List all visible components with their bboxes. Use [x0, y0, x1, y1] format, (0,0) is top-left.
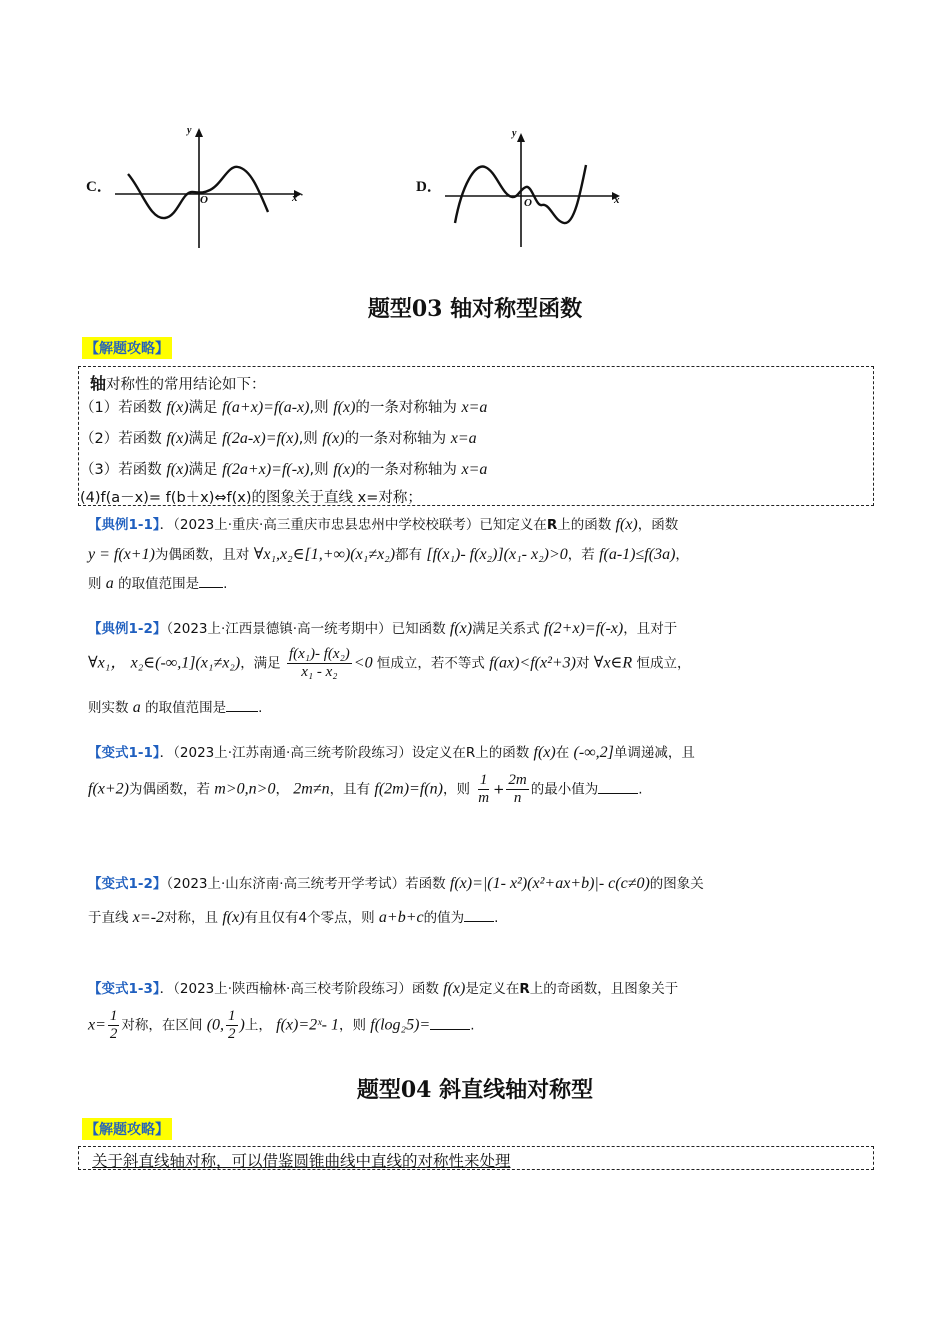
- v11-l2e: 2m≠n: [293, 780, 330, 798]
- v13-fn2: 1: [228, 1008, 236, 1024]
- graph-d-y-label: y: [512, 128, 517, 139]
- v12-a: 的图象关: [649, 876, 704, 892]
- graph-c-trailing: ．: [300, 184, 313, 198]
- p11-fx: f(x): [615, 516, 638, 533]
- v13-fx: f(x): [443, 980, 466, 997]
- v11-answer-blank: [598, 792, 638, 794]
- v12-l2c: 对称，且: [164, 910, 219, 926]
- p12-b: ，且对于: [623, 621, 678, 637]
- graph-d-plot: [440, 125, 630, 250]
- rule-3-satisfy: 满足: [188, 462, 218, 478]
- p12-rel: f(2+x)=f(-x): [543, 620, 624, 637]
- v11-R: R: [465, 745, 476, 761]
- v11-frac2: [506, 772, 528, 807]
- v13-line2: [88, 1008, 475, 1043]
- v13-fn: 1: [109, 1008, 118, 1024]
- v11-l2h: ，则: [442, 781, 470, 798]
- v11-l2a: f(x+2): [88, 780, 129, 798]
- v11-fx: f(x): [533, 744, 556, 761]
- graph-c: [80, 120, 320, 255]
- p12-l3d: .: [258, 700, 263, 716]
- p11-l2e: [f(x₁)- f(x₂)](x₁- x₂)>0: [426, 546, 568, 563]
- v12-expr: f(x)=|(1- x²)(x²+ax+b)|- c(c≠0): [449, 875, 650, 892]
- rule-2: [80, 427, 477, 448]
- v13-l2a: x=: [88, 1016, 106, 1034]
- p11-l3a: 则: [88, 576, 102, 592]
- v12-line1: [88, 872, 704, 893]
- v13-fd2: 2: [228, 1026, 236, 1042]
- rule-1-prefix: （1）若函数: [80, 400, 162, 416]
- rule-2-axis: x=a: [450, 430, 477, 447]
- p12-l2f: f(ax)<f(x²+3): [489, 654, 576, 672]
- v11-plus: +: [493, 781, 505, 798]
- graph-d-label: D．: [416, 179, 442, 195]
- p12-a: 满足关系式: [472, 621, 540, 637]
- p12-l3a: 则实数: [88, 700, 129, 716]
- v13-frac2: [226, 1008, 238, 1043]
- v11-f1n: 1: [479, 772, 488, 788]
- rule-2-fx2: f(x): [322, 430, 345, 447]
- v11-l2j: .: [638, 781, 643, 798]
- p11-l2f: ，若: [567, 547, 595, 563]
- v11-interval: (-∞,2]: [573, 744, 614, 761]
- v13-b: 上的奇函数，且图象关于: [529, 981, 679, 997]
- v11-l2g: f(2m)=f(n): [374, 780, 443, 798]
- p11-b: ，函数: [637, 517, 679, 533]
- v13-l2d: f(x)=2ˣ- 1: [276, 1016, 339, 1034]
- p12-l2h: ∀x∈R: [593, 654, 633, 672]
- v11-f2n: 2m: [508, 772, 527, 788]
- p11-l2g: f(a-1)≤f(3a): [599, 546, 676, 563]
- v13-source: ．（2023上·陕西榆林·高三校考阶段练习）函数: [159, 981, 439, 997]
- v11-b: 在: [555, 745, 570, 761]
- p12-l2i: 恒成立，: [636, 655, 691, 672]
- rule-3-condition: f(2a+x)=f(-x): [222, 461, 310, 478]
- v12-line2: [88, 906, 498, 927]
- section-03-title: 题型03 轴对称型函数: [367, 296, 583, 322]
- graph-d: [410, 125, 650, 255]
- p12-l2g: 对: [575, 655, 590, 672]
- v12-l2f: 的值为: [423, 910, 465, 926]
- v11-label: 【变式1-1】: [88, 745, 160, 761]
- rule-1: [80, 396, 487, 417]
- section-03-tag: 【解题攻略】: [82, 337, 172, 359]
- graph-c-label: C．: [86, 179, 112, 195]
- v11-l2d: ，: [275, 781, 289, 798]
- v12-fx: f(x): [222, 909, 245, 926]
- rule-3: [80, 458, 487, 479]
- p12-l2e: 恒成立，若不等式: [376, 655, 485, 672]
- v11-frac1: [476, 772, 491, 807]
- p11-l2h: ，: [675, 547, 689, 563]
- rule-1-condition: f(a+x)=f(a-x): [222, 399, 310, 416]
- p11-source: ．（2023上·重庆·高三重庆市忠县忠州中学校校联考）已知定义在: [159, 517, 547, 533]
- v13-l2b: 对称，在区间: [121, 1017, 203, 1034]
- v13-R: R: [519, 981, 530, 997]
- p11-answer-blank: [199, 586, 223, 588]
- v12-label: 【变式1-2】: [88, 876, 167, 892]
- p12-l2b: x₂∈(-∞,1](x₁≠x₂): [130, 654, 241, 672]
- v12-source: （2023上·山东济南·高三统考开学考试）若函数: [166, 876, 446, 892]
- p12-l2c: ，满足: [240, 655, 281, 672]
- p11-l2c: ∀x₁,x₂∈[1,+∞)(x₁≠x₂): [253, 546, 396, 563]
- graph-d-x-label: x: [614, 194, 620, 206]
- section-04-title: 题型04 斜直线轴对称型: [356, 1077, 594, 1103]
- rule-1-then: ,则: [309, 400, 329, 416]
- p12-line1: [88, 617, 677, 638]
- rule-3-prefix: （3）若函数: [80, 462, 162, 478]
- v12-answer-blank: [464, 920, 494, 922]
- v11-l2f: ，且有: [329, 781, 371, 798]
- rule-2-satisfy: 满足: [188, 431, 218, 447]
- v11-line1: [88, 741, 695, 762]
- p12-fx: f(x): [449, 620, 473, 637]
- rule-2-condition: f(2a-x)=f(x): [222, 430, 299, 447]
- p11-l2b: 为偶函数，且对: [154, 547, 250, 563]
- v13-frac: [108, 1008, 120, 1043]
- p11-line1: [88, 513, 678, 534]
- rule-3-axis: x=a: [461, 461, 488, 478]
- rule-3-then: ,则: [309, 462, 329, 478]
- rule-2-then: ,则: [298, 431, 318, 447]
- v11-line2: [88, 772, 643, 807]
- section-04-tag: 【解题攻略】: [82, 1118, 172, 1140]
- rule-1-suffix: 的一条对称轴为: [355, 400, 457, 416]
- v13-label: 【变式1-3】: [88, 981, 160, 997]
- v13-int-b: ): [239, 1016, 245, 1034]
- v11-l2i: 的最小值为: [530, 781, 599, 798]
- rule-intro-first: 轴: [90, 374, 107, 393]
- v13-fd: 2: [109, 1026, 118, 1042]
- p11-l3c: 的取值范围是: [118, 576, 200, 592]
- rule-2-prefix: （2）若函数: [80, 431, 162, 447]
- graph-c-origin: O: [200, 194, 208, 206]
- rule-2-fx: f(x): [166, 430, 189, 447]
- v13-l2g: .: [470, 1017, 475, 1034]
- p12-line3: [88, 696, 262, 717]
- v13-a: 是定义在: [465, 981, 520, 997]
- p12-l3b: a: [132, 699, 141, 716]
- p11-l3b: a: [105, 575, 114, 592]
- p11-a: 上的函数: [557, 517, 612, 533]
- v11-l2b: 为偶函数，若: [129, 781, 210, 798]
- v12-l2d: 有且仅有4个零点，则: [244, 910, 375, 926]
- rule-3-suffix: 的一条对称轴为: [355, 462, 457, 478]
- p11-line3: [88, 572, 227, 593]
- p12-den: x₁ - x₂: [301, 664, 338, 680]
- rule-1-fx2: f(x): [333, 399, 356, 416]
- p12-line2: [88, 646, 690, 681]
- v13-l2e: ，则: [339, 1017, 366, 1034]
- p11-l3d: .: [223, 576, 228, 592]
- graph-d-origin: O: [524, 197, 532, 209]
- p12-l2d: <0: [353, 654, 373, 672]
- p11-label: 【典例1-1】: [88, 517, 160, 533]
- v13-l2f: f(log₂5)=: [370, 1016, 431, 1034]
- rule-4: (4)f(a－x)= f(b＋x)⇔f(x)的图象关于直线 x=对称；: [80, 490, 422, 506]
- rule-2-suffix: 的一条对称轴为: [344, 431, 447, 447]
- p11-l2d: 都有: [395, 547, 423, 563]
- p12-source: （2023上·江西景德镇·高一统考期中）已知函数: [166, 621, 446, 637]
- rule-3-fx: f(x): [166, 461, 189, 478]
- p12-l2a: ∀x₁，: [88, 654, 127, 672]
- v12-l2g: .: [494, 910, 499, 926]
- p12-num: f(x₁)- f(x₂): [288, 646, 350, 662]
- rule-intro-rest: 对称性的常用结论如下：: [106, 377, 266, 393]
- v13-answer-blank: [430, 1028, 470, 1030]
- graph-c-x-label: x: [292, 192, 298, 204]
- p11-R: R: [546, 517, 558, 533]
- graph-c-plot: [110, 120, 313, 255]
- v11-f2d: n: [513, 790, 522, 806]
- v11-l2c: m>0,n>0: [214, 780, 276, 798]
- v13-l2c: 上，: [244, 1017, 272, 1034]
- v13-int-a: (0,: [206, 1016, 225, 1034]
- rule-1-satisfy: 满足: [188, 400, 218, 416]
- v12-l2e: a+b+c: [378, 909, 424, 926]
- rule-3-fx2: f(x): [333, 461, 356, 478]
- rule-1-axis: x=a: [461, 399, 488, 416]
- p11-line2: [88, 543, 689, 564]
- rule-intro: [90, 371, 266, 394]
- p12-label: 【典例1-2】: [88, 621, 167, 637]
- p12-answer-blank: [226, 710, 258, 712]
- graph-c-y-label: y: [187, 125, 192, 136]
- v11-c: 单调递减，且: [613, 745, 695, 761]
- v13-line1: [88, 977, 678, 998]
- v11-a: 上的函数: [475, 745, 530, 761]
- section-04-text: 关于斜直线轴对称，可以借鉴圆锥曲线中直线的对称性来处理: [92, 1152, 511, 1170]
- v11-f1d: m: [478, 790, 490, 806]
- rule-1-fx: f(x): [166, 399, 189, 416]
- p11-l2a: y = f(x+1): [88, 546, 155, 563]
- v12-l2b: x=-2: [132, 909, 165, 926]
- v12-l2a: 于直线: [88, 910, 129, 926]
- p12-fraction: [287, 646, 352, 681]
- v11-source: ．（2023上·江苏南通·高三统考阶段练习）设定义在: [159, 745, 466, 761]
- p12-l3c: 的取值范围是: [145, 700, 227, 716]
